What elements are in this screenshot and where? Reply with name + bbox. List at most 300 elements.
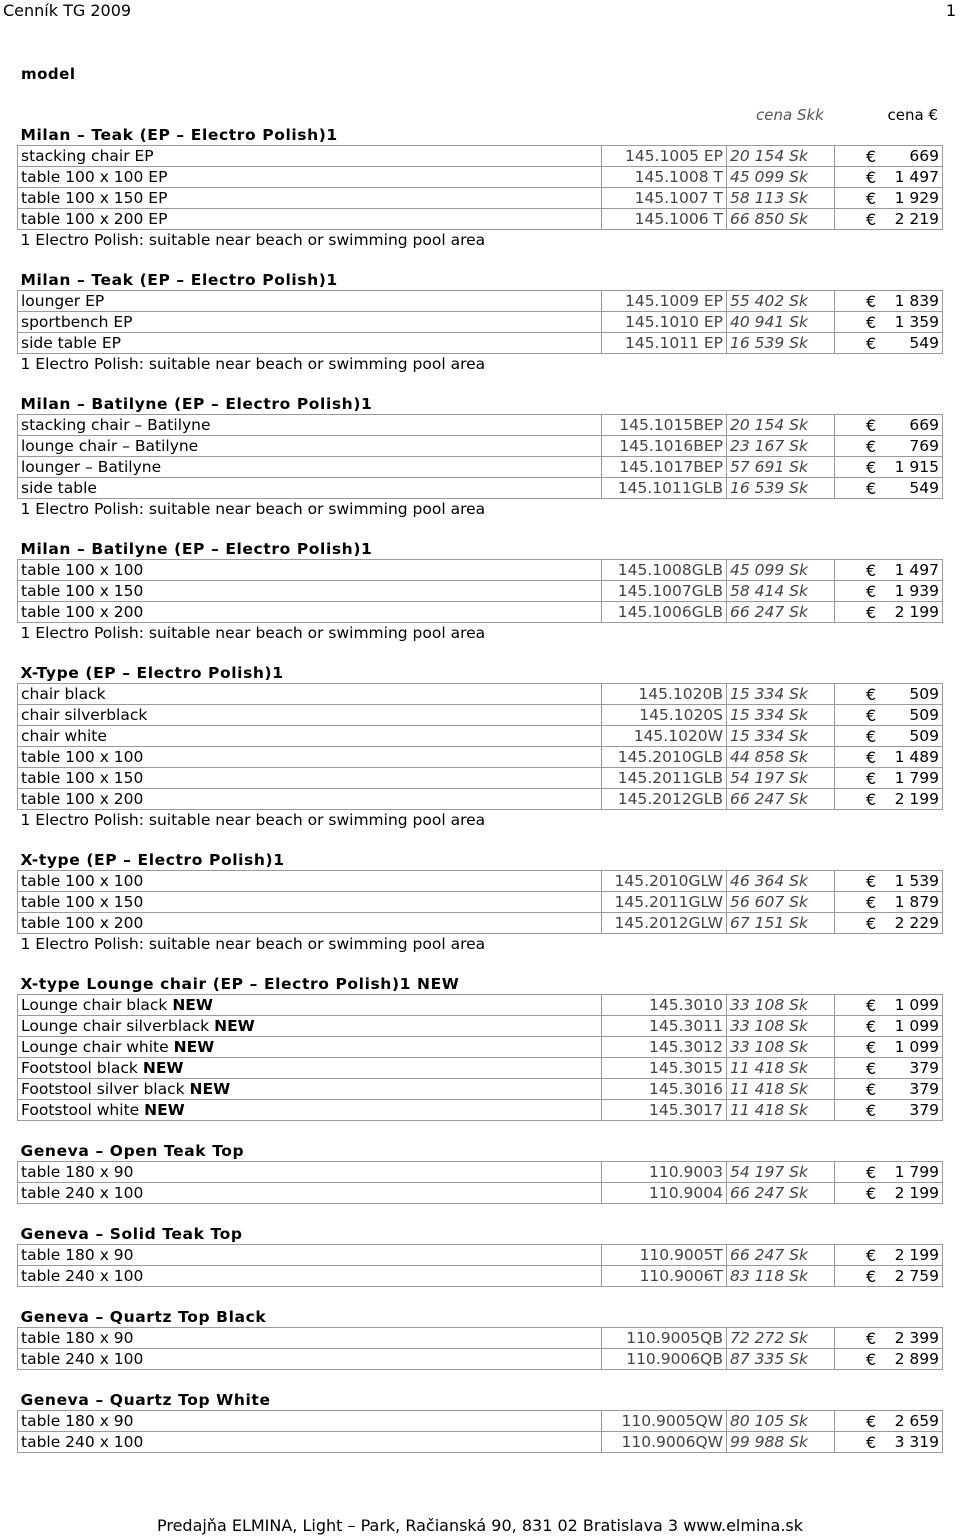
euro-sign: € <box>866 872 877 891</box>
item-name-cell <box>18 747 602 768</box>
item-name-cell <box>18 871 602 892</box>
item-price-skk: 20 154 Sk <box>727 146 835 167</box>
item-code: 145.1005 EP <box>602 146 727 167</box>
item-price-eur-cell <box>835 747 943 768</box>
table-row <box>18 768 943 789</box>
item-price-eur: 1 879 <box>894 893 940 911</box>
item-code: 145.1007 T <box>602 188 727 209</box>
item-name-cell <box>18 1037 602 1058</box>
section-title-row <box>18 1224 943 1245</box>
item-price-eur-cell <box>835 602 943 623</box>
table-row <box>18 1079 943 1100</box>
table-row <box>18 1016 943 1037</box>
euro-sign: € <box>866 1412 877 1431</box>
item-code: 145.1009 EP <box>602 291 727 312</box>
item-name: table 100 x 150 <box>21 582 144 600</box>
item-name: lounge chair – Batilyne <box>21 437 199 455</box>
item-price-skk: 83 118 Sk <box>727 1266 835 1287</box>
table-row <box>18 1328 943 1349</box>
table-row <box>18 312 943 333</box>
item-price-eur: 2 199 <box>894 603 940 621</box>
table-row <box>18 1411 943 1432</box>
euro-sign: € <box>866 210 877 229</box>
item-price-skk: 66 247 Sk <box>727 1245 835 1266</box>
table-row <box>18 457 943 478</box>
item-name-cell <box>18 1245 602 1266</box>
item-name-cell <box>18 768 602 789</box>
item-price-skk: 80 105 Sk <box>727 1411 835 1432</box>
item-price-eur: 3 319 <box>894 1433 940 1451</box>
item-price-eur-cell <box>835 1183 943 1204</box>
item-name: table 100 x 150 <box>21 893 144 911</box>
item-name: table 240 x 100 <box>21 1184 144 1202</box>
item-name-cell <box>18 892 602 913</box>
item-code: 145.1006 T <box>602 209 727 230</box>
item-name-cell <box>18 1016 602 1037</box>
item-code: 145.3010 <box>602 995 727 1016</box>
item-name-cell <box>18 1100 602 1121</box>
item-price-skk: 11 418 Sk <box>727 1058 835 1079</box>
item-name-cell <box>18 1058 602 1079</box>
euro-sign: € <box>866 685 877 704</box>
new-badge: NEW <box>172 996 213 1014</box>
item-name-cell <box>18 457 602 478</box>
item-price-skk: 54 197 Sk <box>727 768 835 789</box>
euro-sign: € <box>866 1246 877 1265</box>
item-name: table 180 x 90 <box>21 1329 134 1347</box>
item-name: table 180 x 90 <box>21 1163 134 1181</box>
item-price-eur-cell <box>835 1432 943 1453</box>
item-price-skk: 11 418 Sk <box>727 1100 835 1121</box>
item-name-cell <box>18 167 602 188</box>
table-row <box>18 415 943 436</box>
item-name-cell <box>18 478 602 499</box>
section-title-row <box>18 974 943 995</box>
item-name: Lounge chair silverblack <box>21 1017 210 1035</box>
item-code: 145.1007GLB <box>602 581 727 602</box>
item-name: Footstool silver black <box>21 1080 185 1098</box>
table-row <box>18 602 943 623</box>
section-note: 1 Electro Polish: suitable near beach or swimming pool area <box>20 935 486 953</box>
item-price-skk: 15 334 Sk <box>727 726 835 747</box>
item-price-eur-cell <box>835 457 943 478</box>
item-price-skk: 16 539 Sk <box>727 333 835 354</box>
item-name: table 100 x 200 <box>21 603 144 621</box>
section-note-row <box>18 499 943 520</box>
item-name-cell <box>18 684 602 705</box>
spacer-cell <box>18 1121 943 1142</box>
item-price-eur: 669 <box>909 416 940 434</box>
item-price-skk: 66 850 Sk <box>727 209 835 230</box>
item-name-cell <box>18 436 602 457</box>
section-spacer <box>18 250 943 270</box>
item-price-eur: 2 899 <box>894 1350 940 1368</box>
section-spacer <box>18 374 943 394</box>
item-name-cell <box>18 1328 602 1349</box>
item-price-skk: 15 334 Sk <box>727 684 835 705</box>
item-code: 145.1010 EP <box>602 312 727 333</box>
item-name: table 100 x 150 EP <box>21 189 168 207</box>
euro-sign: € <box>866 1329 877 1348</box>
item-code: 110.9005QB <box>602 1328 727 1349</box>
item-name-cell <box>18 1183 602 1204</box>
item-price-eur-cell <box>835 312 943 333</box>
euro-sign: € <box>866 748 877 767</box>
item-price-eur-cell <box>835 415 943 436</box>
item-price-eur-cell <box>835 684 943 705</box>
item-price-eur-cell <box>835 892 943 913</box>
item-price-eur: 549 <box>909 479 940 497</box>
item-name: Footstool white <box>21 1101 140 1119</box>
item-price-eur: 2 229 <box>894 914 940 932</box>
item-name-cell <box>18 1162 602 1183</box>
item-price-eur: 1 497 <box>894 561 940 579</box>
section-title-row <box>18 1141 943 1162</box>
item-name: chair white <box>21 727 107 745</box>
item-price-eur: 509 <box>909 685 940 703</box>
item-name: Lounge chair black <box>21 996 168 1014</box>
spacer-cell <box>18 830 943 850</box>
table-row <box>18 995 943 1016</box>
table-row <box>18 892 943 913</box>
section-spacer <box>18 830 943 850</box>
item-code: 110.9006QB <box>602 1349 727 1370</box>
section-spacer <box>18 1287 943 1308</box>
euro-sign: € <box>866 189 877 208</box>
table-row <box>18 789 943 810</box>
table-row <box>18 333 943 354</box>
item-name-cell <box>18 1432 602 1453</box>
spacer-cell <box>18 519 943 539</box>
item-name: table 100 x 100 <box>21 748 144 766</box>
item-price-eur-cell <box>835 1058 943 1079</box>
item-price-eur: 2 199 <box>894 1246 940 1264</box>
euro-sign: € <box>866 1163 877 1182</box>
euro-sign: € <box>866 1101 877 1120</box>
item-price-eur: 1 099 <box>894 996 940 1014</box>
item-price-eur-cell <box>835 1016 943 1037</box>
item-price-eur: 1 497 <box>894 168 940 186</box>
item-price-eur: 379 <box>909 1080 940 1098</box>
item-price-eur-cell <box>835 1037 943 1058</box>
euro-sign: € <box>866 1184 877 1203</box>
spacer-cell <box>18 643 943 663</box>
section-title: Milan – Batilyne (EP – Electro Polish)1 <box>20 395 373 413</box>
item-name: table 100 x 200 <box>21 914 144 932</box>
page-number: 1 <box>945 1 956 20</box>
item-price-eur: 2 219 <box>894 210 940 228</box>
table-row <box>18 1037 943 1058</box>
item-price-eur: 2 759 <box>894 1267 940 1285</box>
item-price-eur-cell <box>835 1162 943 1183</box>
item-price-eur-cell <box>835 1411 943 1432</box>
item-name-cell <box>18 188 602 209</box>
item-price-skk: 20 154 Sk <box>727 415 835 436</box>
table-row <box>18 188 943 209</box>
item-name-cell <box>18 1079 602 1100</box>
item-name: table 100 x 200 <box>21 790 144 808</box>
euro-sign: € <box>866 437 877 456</box>
table-row <box>18 478 943 499</box>
new-badge: NEW <box>173 1038 215 1056</box>
item-price-skk: 66 247 Sk <box>727 789 835 810</box>
euro-sign: € <box>866 458 877 477</box>
euro-sign: € <box>866 1017 877 1036</box>
section-note: 1 Electro Polish: suitable near beach or swimming pool area <box>20 811 486 829</box>
item-price-eur: 1 839 <box>894 292 940 310</box>
item-price-eur: 2 659 <box>894 1412 940 1430</box>
item-price-eur-cell <box>835 560 943 581</box>
section-note-row <box>18 230 943 251</box>
item-price-eur: 509 <box>909 727 940 745</box>
euro-sign: € <box>866 582 877 601</box>
item-price-eur-cell <box>835 209 943 230</box>
table-row <box>18 705 943 726</box>
section-note: 1 Electro Polish: suitable near beach or swimming pool area <box>20 355 486 373</box>
table-row <box>18 747 943 768</box>
item-price-eur-cell <box>835 995 943 1016</box>
item-name-cell <box>18 705 602 726</box>
item-price-eur: 1 939 <box>894 582 940 600</box>
item-code: 145.1011GLB <box>602 478 727 499</box>
item-code: 145.1011 EP <box>602 333 727 354</box>
item-name: lounger EP <box>21 292 105 310</box>
new-badge: NEW <box>189 1080 231 1098</box>
new-badge: NEW <box>214 1017 255 1035</box>
table-row <box>18 1349 943 1370</box>
table-row <box>18 1245 943 1266</box>
item-price-skk: 45 099 Sk <box>727 560 835 581</box>
table-row <box>18 1183 943 1204</box>
table-row <box>18 1266 943 1287</box>
item-price-skk: 57 691 Sk <box>727 457 835 478</box>
item-code: 145.1016BEP <box>602 436 727 457</box>
item-price-skk: 23 167 Sk <box>727 436 835 457</box>
section-title: Milan – Teak (EP – Electro Polish)1 <box>20 271 338 289</box>
table-row <box>18 1058 943 1079</box>
section-note: 1 Electro Polish: suitable near beach or swimming pool area <box>20 624 486 642</box>
item-code: 145.3012 <box>602 1037 727 1058</box>
item-price-eur-cell <box>835 768 943 789</box>
item-price-skk: 66 247 Sk <box>727 602 835 623</box>
spacer-cell <box>18 1370 943 1391</box>
item-price-skk: 33 108 Sk <box>727 995 835 1016</box>
table-row <box>18 726 943 747</box>
euro-sign: € <box>866 893 877 912</box>
item-name: table 240 x 100 <box>21 1350 144 1368</box>
item-price-eur-cell <box>835 146 943 167</box>
item-name: sportbench EP <box>21 313 133 331</box>
table-row <box>18 167 943 188</box>
item-price-eur: 1 099 <box>894 1038 940 1056</box>
item-price-skk: 72 272 Sk <box>727 1328 835 1349</box>
section-note-row <box>18 810 943 831</box>
item-price-skk: 56 607 Sk <box>727 892 835 913</box>
item-price-eur-cell <box>835 478 943 499</box>
item-name: stacking chair – Batilyne <box>21 416 211 434</box>
euro-sign: € <box>866 1267 877 1286</box>
euro-sign: € <box>866 1038 877 1057</box>
item-code: 110.9005T <box>602 1245 727 1266</box>
section-note-row <box>18 354 943 375</box>
item-name-cell <box>18 789 602 810</box>
item-price-eur: 549 <box>909 334 940 352</box>
item-price-eur-cell <box>835 1245 943 1266</box>
item-name-cell <box>18 995 602 1016</box>
euro-sign: € <box>866 914 877 933</box>
spacer-cell <box>18 1204 943 1225</box>
item-price-skk: 46 364 Sk <box>727 871 835 892</box>
document-title: Cenník TG 2009 <box>3 1 132 20</box>
euro-sign: € <box>866 727 877 746</box>
table-row <box>18 209 943 230</box>
item-code: 110.9003 <box>602 1162 727 1183</box>
item-name: chair black <box>21 685 106 703</box>
spacer-cell <box>18 250 943 270</box>
section-title: Geneva – Quartz Top Black <box>20 1308 267 1326</box>
item-price-eur: 1 915 <box>894 458 940 476</box>
section-spacer <box>18 1370 943 1391</box>
item-name-cell <box>18 415 602 436</box>
item-name-cell <box>18 581 602 602</box>
item-code: 145.2010GLB <box>602 747 727 768</box>
item-price-eur-cell <box>835 705 943 726</box>
item-price-skk: 58 113 Sk <box>727 188 835 209</box>
item-name: table 100 x 100 <box>21 872 144 890</box>
model-heading: model <box>21 65 76 83</box>
item-price-skk: 33 108 Sk <box>727 1016 835 1037</box>
item-price-skk: 66 247 Sk <box>727 1183 835 1204</box>
euro-sign: € <box>866 1350 877 1369</box>
section-spacer <box>18 1121 943 1142</box>
section-title-row <box>18 1307 943 1328</box>
item-name: table 180 x 90 <box>21 1246 134 1264</box>
item-code: 110.9004 <box>602 1183 727 1204</box>
spacer-cell <box>18 954 943 974</box>
table-row <box>18 913 943 934</box>
item-price-eur: 1 929 <box>894 189 940 207</box>
item-name-cell <box>18 726 602 747</box>
euro-sign: € <box>866 292 877 311</box>
section-spacer <box>18 1204 943 1225</box>
item-code: 110.9005QW <box>602 1411 727 1432</box>
item-price-eur-cell <box>835 1266 943 1287</box>
item-price-eur: 1 799 <box>894 1163 940 1181</box>
euro-sign: € <box>866 1433 877 1452</box>
item-code: 145.3011 <box>602 1016 727 1037</box>
section-title-row <box>18 1390 943 1411</box>
item-price-eur: 769 <box>909 437 940 455</box>
item-name-cell <box>18 333 602 354</box>
euro-sign: € <box>866 168 877 187</box>
item-price-eur-cell <box>835 1349 943 1370</box>
item-name: lounger – Batilyne <box>21 458 162 476</box>
item-code: 145.3016 <box>602 1079 727 1100</box>
item-price-eur: 2 399 <box>894 1329 940 1347</box>
item-name: side table EP <box>21 334 122 352</box>
item-name: side table <box>21 479 97 497</box>
item-name: chair silverblack <box>21 706 148 724</box>
table-row <box>18 146 943 167</box>
item-name-cell <box>18 291 602 312</box>
euro-sign: € <box>866 790 877 809</box>
item-code: 145.1020W <box>602 726 727 747</box>
item-name: table 240 x 100 <box>21 1267 144 1285</box>
item-price-skk: 67 151 Sk <box>727 913 835 934</box>
section-title: Geneva – Quartz Top White <box>20 1391 271 1409</box>
item-price-eur: 1 489 <box>894 748 940 766</box>
item-name: table 100 x 150 <box>21 769 144 787</box>
item-name-cell <box>18 560 602 581</box>
item-name: table 100 x 200 EP <box>21 210 168 228</box>
euro-sign: € <box>866 334 877 353</box>
item-code: 145.1008 T <box>602 167 727 188</box>
item-price-eur-cell <box>835 726 943 747</box>
euro-sign: € <box>866 603 877 622</box>
item-price-eur-cell <box>835 913 943 934</box>
item-code: 145.1015BEP <box>602 415 727 436</box>
item-price-eur-cell <box>835 581 943 602</box>
section-title: X-type (EP – Electro Polish)1 <box>20 851 285 869</box>
item-price-eur: 669 <box>909 147 940 165</box>
item-price-eur: 379 <box>909 1059 940 1077</box>
section-title: X-Type (EP – Electro Polish)1 <box>20 664 284 682</box>
item-code: 110.9006T <box>602 1266 727 1287</box>
item-name-cell <box>18 312 602 333</box>
section-title: Geneva – Open Teak Top <box>20 1142 245 1160</box>
item-code: 145.2011GLB <box>602 768 727 789</box>
new-badge: NEW <box>142 1059 184 1077</box>
item-name: table 100 x 100 EP <box>21 168 168 186</box>
item-price-skk: 15 334 Sk <box>727 705 835 726</box>
item-name-cell <box>18 209 602 230</box>
item-price-skk: 58 414 Sk <box>727 581 835 602</box>
table-row <box>18 560 943 581</box>
section-title-row <box>18 125 943 146</box>
item-price-skk: 33 108 Sk <box>727 1037 835 1058</box>
euro-sign: € <box>866 706 877 725</box>
item-name: table 180 x 90 <box>21 1412 134 1430</box>
item-code: 145.1006GLB <box>602 602 727 623</box>
euro-sign: € <box>866 313 877 332</box>
table-row <box>18 436 943 457</box>
item-price-skk: 87 335 Sk <box>727 1349 835 1370</box>
item-code: 145.1020S <box>602 705 727 726</box>
table-row <box>18 581 943 602</box>
item-price-eur-cell <box>835 1079 943 1100</box>
item-name: table 240 x 100 <box>21 1433 144 1451</box>
item-price-eur: 1 539 <box>894 872 940 890</box>
section-note: 1 Electro Polish: suitable near beach or swimming pool area <box>20 231 486 249</box>
euro-sign: € <box>866 769 877 788</box>
table-row <box>18 871 943 892</box>
item-price-eur-cell <box>835 871 943 892</box>
item-code: 145.3015 <box>602 1058 727 1079</box>
section-title-row <box>18 394 943 415</box>
item-price-skk: 40 941 Sk <box>727 312 835 333</box>
euro-sign: € <box>866 1059 877 1078</box>
item-name: Lounge chair white <box>21 1038 169 1056</box>
item-price-eur: 1 099 <box>894 1017 940 1035</box>
item-code: 145.1020B <box>602 684 727 705</box>
item-code: 145.2010GLW <box>602 871 727 892</box>
section-spacer <box>18 519 943 539</box>
column-header-skk: cena Skk <box>756 106 824 124</box>
item-price-eur: 2 199 <box>894 1184 940 1202</box>
item-name-cell <box>18 1349 602 1370</box>
euro-sign: € <box>866 1080 877 1099</box>
new-badge: NEW <box>144 1101 185 1119</box>
